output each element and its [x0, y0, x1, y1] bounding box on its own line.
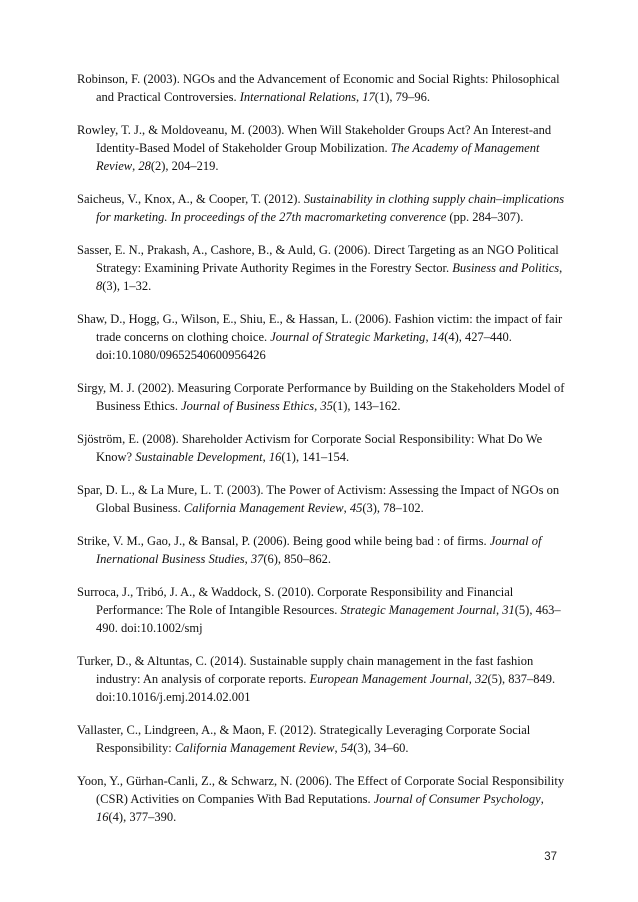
reference-text: , [356, 90, 363, 104]
reference-text: Spar, D. L., & La Mure, L. T. (2003). The Power of Activism: Assessing the Impact of NGOs on Global Business. [77, 483, 560, 515]
reference-list [77, 70, 565, 841]
reference-text: Saicheus, V., Knox, A., & Cooper, T. (2012). [77, 192, 304, 206]
reference-italic-text: 28 [138, 159, 151, 173]
reference-text: , [343, 501, 350, 515]
reference-text: Surroca, J., Tribó, J. A., & Waddock, S. (2010). Corporate Responsibility and Financial Performance: The Role of Intangible Resources. [77, 585, 514, 617]
reference-text: (5), 837–849. doi:10.1016/j.emj.2014.02.001 [96, 672, 556, 704]
reference-italic-text: California Management Review [174, 741, 335, 755]
reference-italic-text: Strategic Management Journal [340, 603, 497, 617]
reference-text: (5), 463–490. doi:10.1002/smj [96, 603, 561, 635]
reference-italic-text: Journal of Inernational Business Studies [96, 534, 542, 566]
reference-text: Strike, V. M., Gao, J., & Bansal, P. (2006). Being good while being bad : of firms. [77, 534, 490, 548]
reference-italic-text: Sustainable Development [135, 450, 263, 464]
reference-text: Shaw, D., Hogg, G., Wilson, E., Shiu, E., & Hassan, L. (2006). Fashion victim: the impact of fair trade concerns on clothing choice. [77, 312, 563, 344]
reference-italic-text: 54 [340, 741, 354, 755]
reference-entry [77, 481, 565, 517]
reference-text: , [496, 603, 503, 617]
reference-text: (4), 427–440. doi:10.1080/09652540600956426 [96, 330, 512, 362]
reference-text: (1), 79–96. [374, 90, 430, 104]
reference-italic-text: Journal of Strategic Marketing [270, 330, 426, 344]
reference-text: (3), 34–60. [353, 741, 409, 755]
reference-text: (3), 78–102. [362, 501, 424, 515]
reference-text: Rowley, T. J., & Moldoveanu, M. (2003). When Will Stakeholder Groups Act? An Interest-and Identity-Based Model of Stakeholder Group Mobilization. [77, 123, 552, 155]
reference-text: , [244, 552, 251, 566]
page-number: 37 [544, 851, 557, 863]
reference-italic-text: 37 [250, 552, 264, 566]
reference-italic-text: European Management Journal [309, 672, 469, 686]
reference-italic-text: California Management Review [183, 501, 344, 515]
reference-entry [77, 430, 565, 466]
reference-italic-text: Journal of Consumer Psychology [373, 792, 541, 806]
reference-italic-text: 14 [431, 330, 445, 344]
reference-text: , [262, 450, 269, 464]
reference-entry [77, 241, 565, 295]
reference-text: (2), 204–219. [150, 159, 219, 173]
reference-text: (3), 1–32. [102, 279, 152, 293]
reference-text: (pp. 284–307). [446, 210, 524, 224]
reference-italic-text: 16 [268, 450, 282, 464]
reference-italic-text: 35 [320, 399, 333, 413]
reference-text: Robinson, F. (2003). NGOs and the Advancement of Economic and Social Rights: Philosophical and Practical Controversies. [77, 72, 560, 104]
reference-entry [77, 121, 565, 175]
reference-entry [77, 70, 565, 106]
reference-text: Turker, D., & Altuntas, C. (2014). Sustainable supply chain management in the fast fashion industry: An analysis of corporate reports. [77, 654, 534, 686]
reference-text: Sasser, E. N., Prakash, A., Cashore, B., & Auld, G. (2006). Direct Targeting as an NGO Political Strategy: Examining Private Authority Regimes in the Forestry Sector. [77, 243, 559, 275]
reference-italic-text: 31 [502, 603, 515, 617]
reference-text: (1), 143–162. [332, 399, 401, 413]
reference-text: Yoon, Y., Gürhan-Canli, Z., & Schwarz, N. (2006). The Effect of Corporate Social Responsibility (CSR) Activities on Companies With Bad Reputations. [77, 774, 565, 806]
reference-italic-text: The Academy of Management Review [96, 141, 540, 173]
reference-text: , [132, 159, 139, 173]
reference-italic-text: Journal of Business Ethics [181, 399, 315, 413]
reference-text: Vallaster, C., Lindgreen, A., & Maon, F. (2012). Strategically Leveraging Corporate Social Responsibility: [77, 723, 531, 755]
reference-italic-text: 45 [349, 501, 363, 515]
reference-text: , [540, 792, 544, 806]
reference-text: Sjöström, E. (2008). Shareholder Activism for Corporate Social Responsibility: What Do We Know? [77, 432, 543, 464]
reference-italic-text: 16 [96, 810, 109, 824]
reference-text: , [559, 261, 563, 275]
reference-entry [77, 721, 565, 757]
reference-text: , [468, 672, 475, 686]
reference-text: , [425, 330, 432, 344]
reference-italic-text: 32 [474, 672, 488, 686]
reference-entry [77, 532, 565, 568]
reference-italic-text: 8 [96, 279, 103, 293]
reference-entry [77, 310, 565, 364]
reference-entry [77, 772, 565, 826]
reference-text: (4), 377–390. [108, 810, 177, 824]
reference-entry [77, 379, 565, 415]
reference-text: Sirgy, M. J. (2002). Measuring Corporate Performance by Building on the Stakeholders Model of Business Ethics. [77, 381, 565, 413]
reference-italic-text: International Relations [239, 90, 357, 104]
reference-text: , [314, 399, 321, 413]
reference-italic-text: Business and Politics [452, 261, 560, 275]
reference-entry [77, 190, 565, 226]
reference-entry [77, 652, 565, 706]
reference-text: (6), 850–862. [263, 552, 332, 566]
reference-text: , [334, 741, 341, 755]
reference-italic-text: Sustainability in clothing supply chain–implications for marketing. In proceedings of the 27th macromarketing converence [96, 192, 565, 224]
reference-text: (1), 141–154. [281, 450, 350, 464]
reference-italic-text: 17 [362, 90, 375, 104]
reference-entry [77, 583, 565, 637]
